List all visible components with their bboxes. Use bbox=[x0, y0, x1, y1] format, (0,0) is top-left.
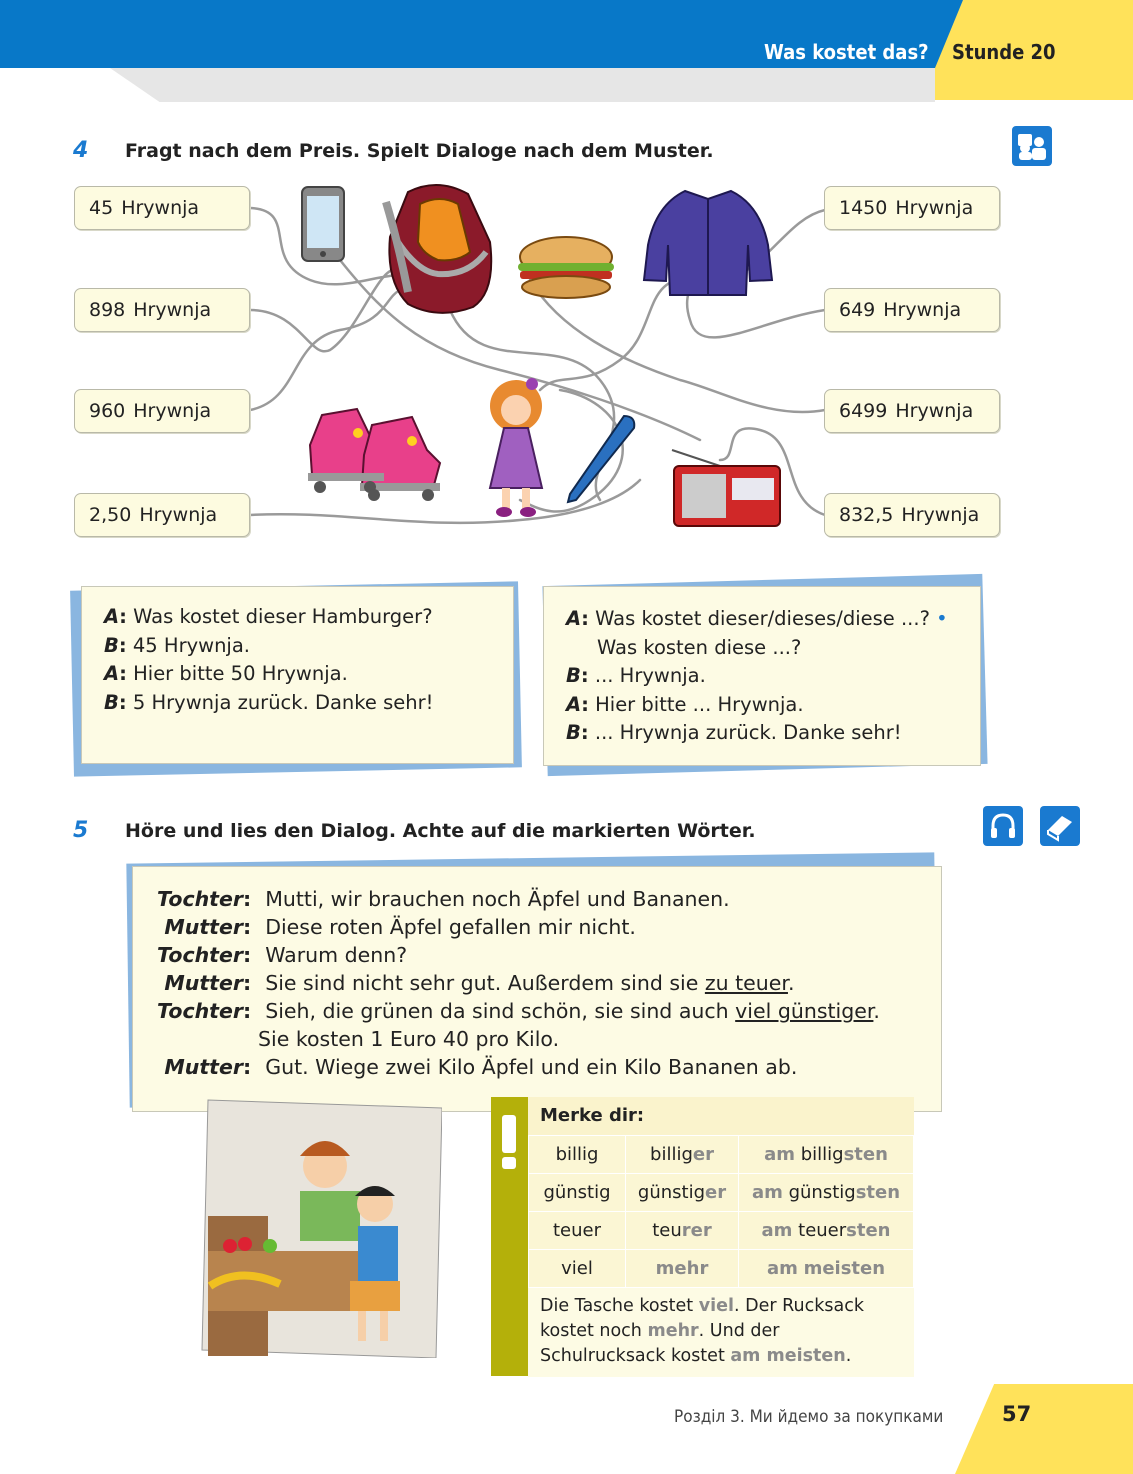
jacket-illustration bbox=[640, 185, 776, 301]
hamburger-illustration bbox=[512, 235, 620, 301]
table-row bbox=[529, 1212, 914, 1250]
exclamation-icon bbox=[502, 1115, 516, 1153]
exercise-number: 4 bbox=[73, 138, 89, 163]
header-lesson: Stunde 20 bbox=[952, 40, 1056, 64]
table-row bbox=[529, 1250, 914, 1288]
table-cell: günstig bbox=[529, 1174, 626, 1212]
roller-skates-illustration bbox=[302, 395, 450, 501]
dialog-line: B: ... Hrywnja zurück. Danke sehr! bbox=[566, 721, 902, 744]
dialog-line: Tochter : Warum denn? bbox=[157, 943, 408, 967]
price-tag: 649 Hrywnja bbox=[824, 288, 1000, 332]
price-tag: 45 Hrywnja bbox=[74, 186, 250, 230]
dialog-line: B: 5 Hrywnja zurück. Danke sehr! bbox=[104, 690, 434, 714]
table-cell: am günstigsten bbox=[739, 1174, 914, 1212]
table-cell: teuer bbox=[529, 1212, 626, 1250]
price-tag: 2,50 Hrywnja bbox=[74, 493, 250, 537]
backpack-illustration bbox=[378, 182, 500, 317]
price-tag: 960 Hrywnja bbox=[74, 389, 250, 433]
book-reading-icon bbox=[1040, 806, 1080, 846]
header-shadow-strip bbox=[110, 68, 935, 102]
dialog-line: A: Was kostet dieser/dieses/diese ...? • bbox=[566, 607, 948, 630]
exercise-title: Fragt nach dem Preis. Spielt Dialoge nach dem Muster. bbox=[125, 140, 714, 162]
dialog-line: A: Hier bitte 50 Hrywnja. bbox=[104, 662, 348, 685]
comparison-table bbox=[528, 1135, 914, 1288]
table-cell: teurer bbox=[626, 1212, 739, 1250]
template-dialog-box bbox=[543, 586, 981, 766]
dialog-line: Mutter : Sie sind nicht sehr gut. Außerdem sind sie zu teuer. bbox=[164, 971, 795, 995]
price-tag: 832,5 Hrywnja bbox=[824, 493, 1000, 537]
page-number-tab bbox=[955, 1384, 1133, 1474]
radio-illustration bbox=[668, 446, 784, 528]
pen-illustration bbox=[562, 410, 642, 506]
doll-illustration bbox=[480, 378, 552, 520]
header-topic: Was kostet das? bbox=[764, 40, 929, 64]
ex5-dialog-box bbox=[132, 866, 942, 1112]
merke-example: Die Tasche kostet viel. Der Rucksack kostet noch mehr. Und der Schulrucksack kostet am meisten. bbox=[528, 1288, 914, 1377]
merke-title: Merke dir: bbox=[528, 1097, 914, 1135]
table-cell: am meisten bbox=[739, 1250, 914, 1288]
table-cell: mehr bbox=[626, 1250, 739, 1288]
dialog-line: A: Was kostet dieser Hamburger? bbox=[104, 605, 433, 628]
model-dialog-box bbox=[81, 586, 514, 764]
dialog-line: A: Hier bitte ... Hrywnja. bbox=[566, 692, 804, 716]
dialog-line: Was kosten diese ...? bbox=[597, 635, 802, 659]
dialog-line: Mutter : Gut. Wiege zwei Kilo Äpfel und ein Kilo Bananen ab. bbox=[164, 1055, 798, 1079]
headphones-icon bbox=[983, 806, 1023, 846]
price-tag: 6499 Hrywnja bbox=[824, 389, 1000, 433]
table-cell: viel bbox=[529, 1250, 626, 1288]
dialog-line: Tochter : Sieh, die grünen da sind schön, sie sind auch viel günstiger. bbox=[157, 999, 880, 1023]
note-bar bbox=[491, 1097, 528, 1376]
shopping-illustration bbox=[200, 1096, 442, 1358]
table-cell: am teuersten bbox=[739, 1212, 914, 1250]
price-tag: 898 Hrywnja bbox=[74, 288, 250, 332]
dialog-line: Sie kosten 1 Euro 40 pro Kilo. bbox=[258, 1027, 560, 1051]
table-cell: günstiger bbox=[626, 1174, 739, 1212]
exercise-number: 5 bbox=[73, 818, 89, 843]
table-row bbox=[529, 1136, 914, 1174]
dialog-line: B: ... Hrywnja. bbox=[566, 664, 706, 687]
merke-box bbox=[528, 1097, 914, 1377]
phone-illustration bbox=[300, 185, 348, 265]
dialog-line: Mutter : Diese roten Äpfel gefallen mir nicht. bbox=[164, 915, 636, 939]
dialog-line: Tochter : Mutti, wir brauchen noch Äpfel und Bananen. bbox=[157, 887, 730, 911]
table-cell: am billigsten bbox=[739, 1136, 914, 1174]
table-cell: billig bbox=[529, 1136, 626, 1174]
exercise-title: Höre und lies den Dialog. Achte auf die markierten Wörter. bbox=[125, 820, 756, 842]
pair-work-icon bbox=[1012, 126, 1052, 166]
dialog-line: B: 45 Hrywnja. bbox=[104, 633, 250, 657]
table-cell: billiger bbox=[626, 1136, 739, 1174]
footer-chapter: Розділ 3. Ми йдемо за покупками bbox=[674, 1407, 944, 1427]
table-row bbox=[529, 1174, 914, 1212]
page-number: 57 bbox=[1002, 1402, 1032, 1426]
price-tag: 1450 Hrywnja bbox=[824, 186, 1000, 230]
